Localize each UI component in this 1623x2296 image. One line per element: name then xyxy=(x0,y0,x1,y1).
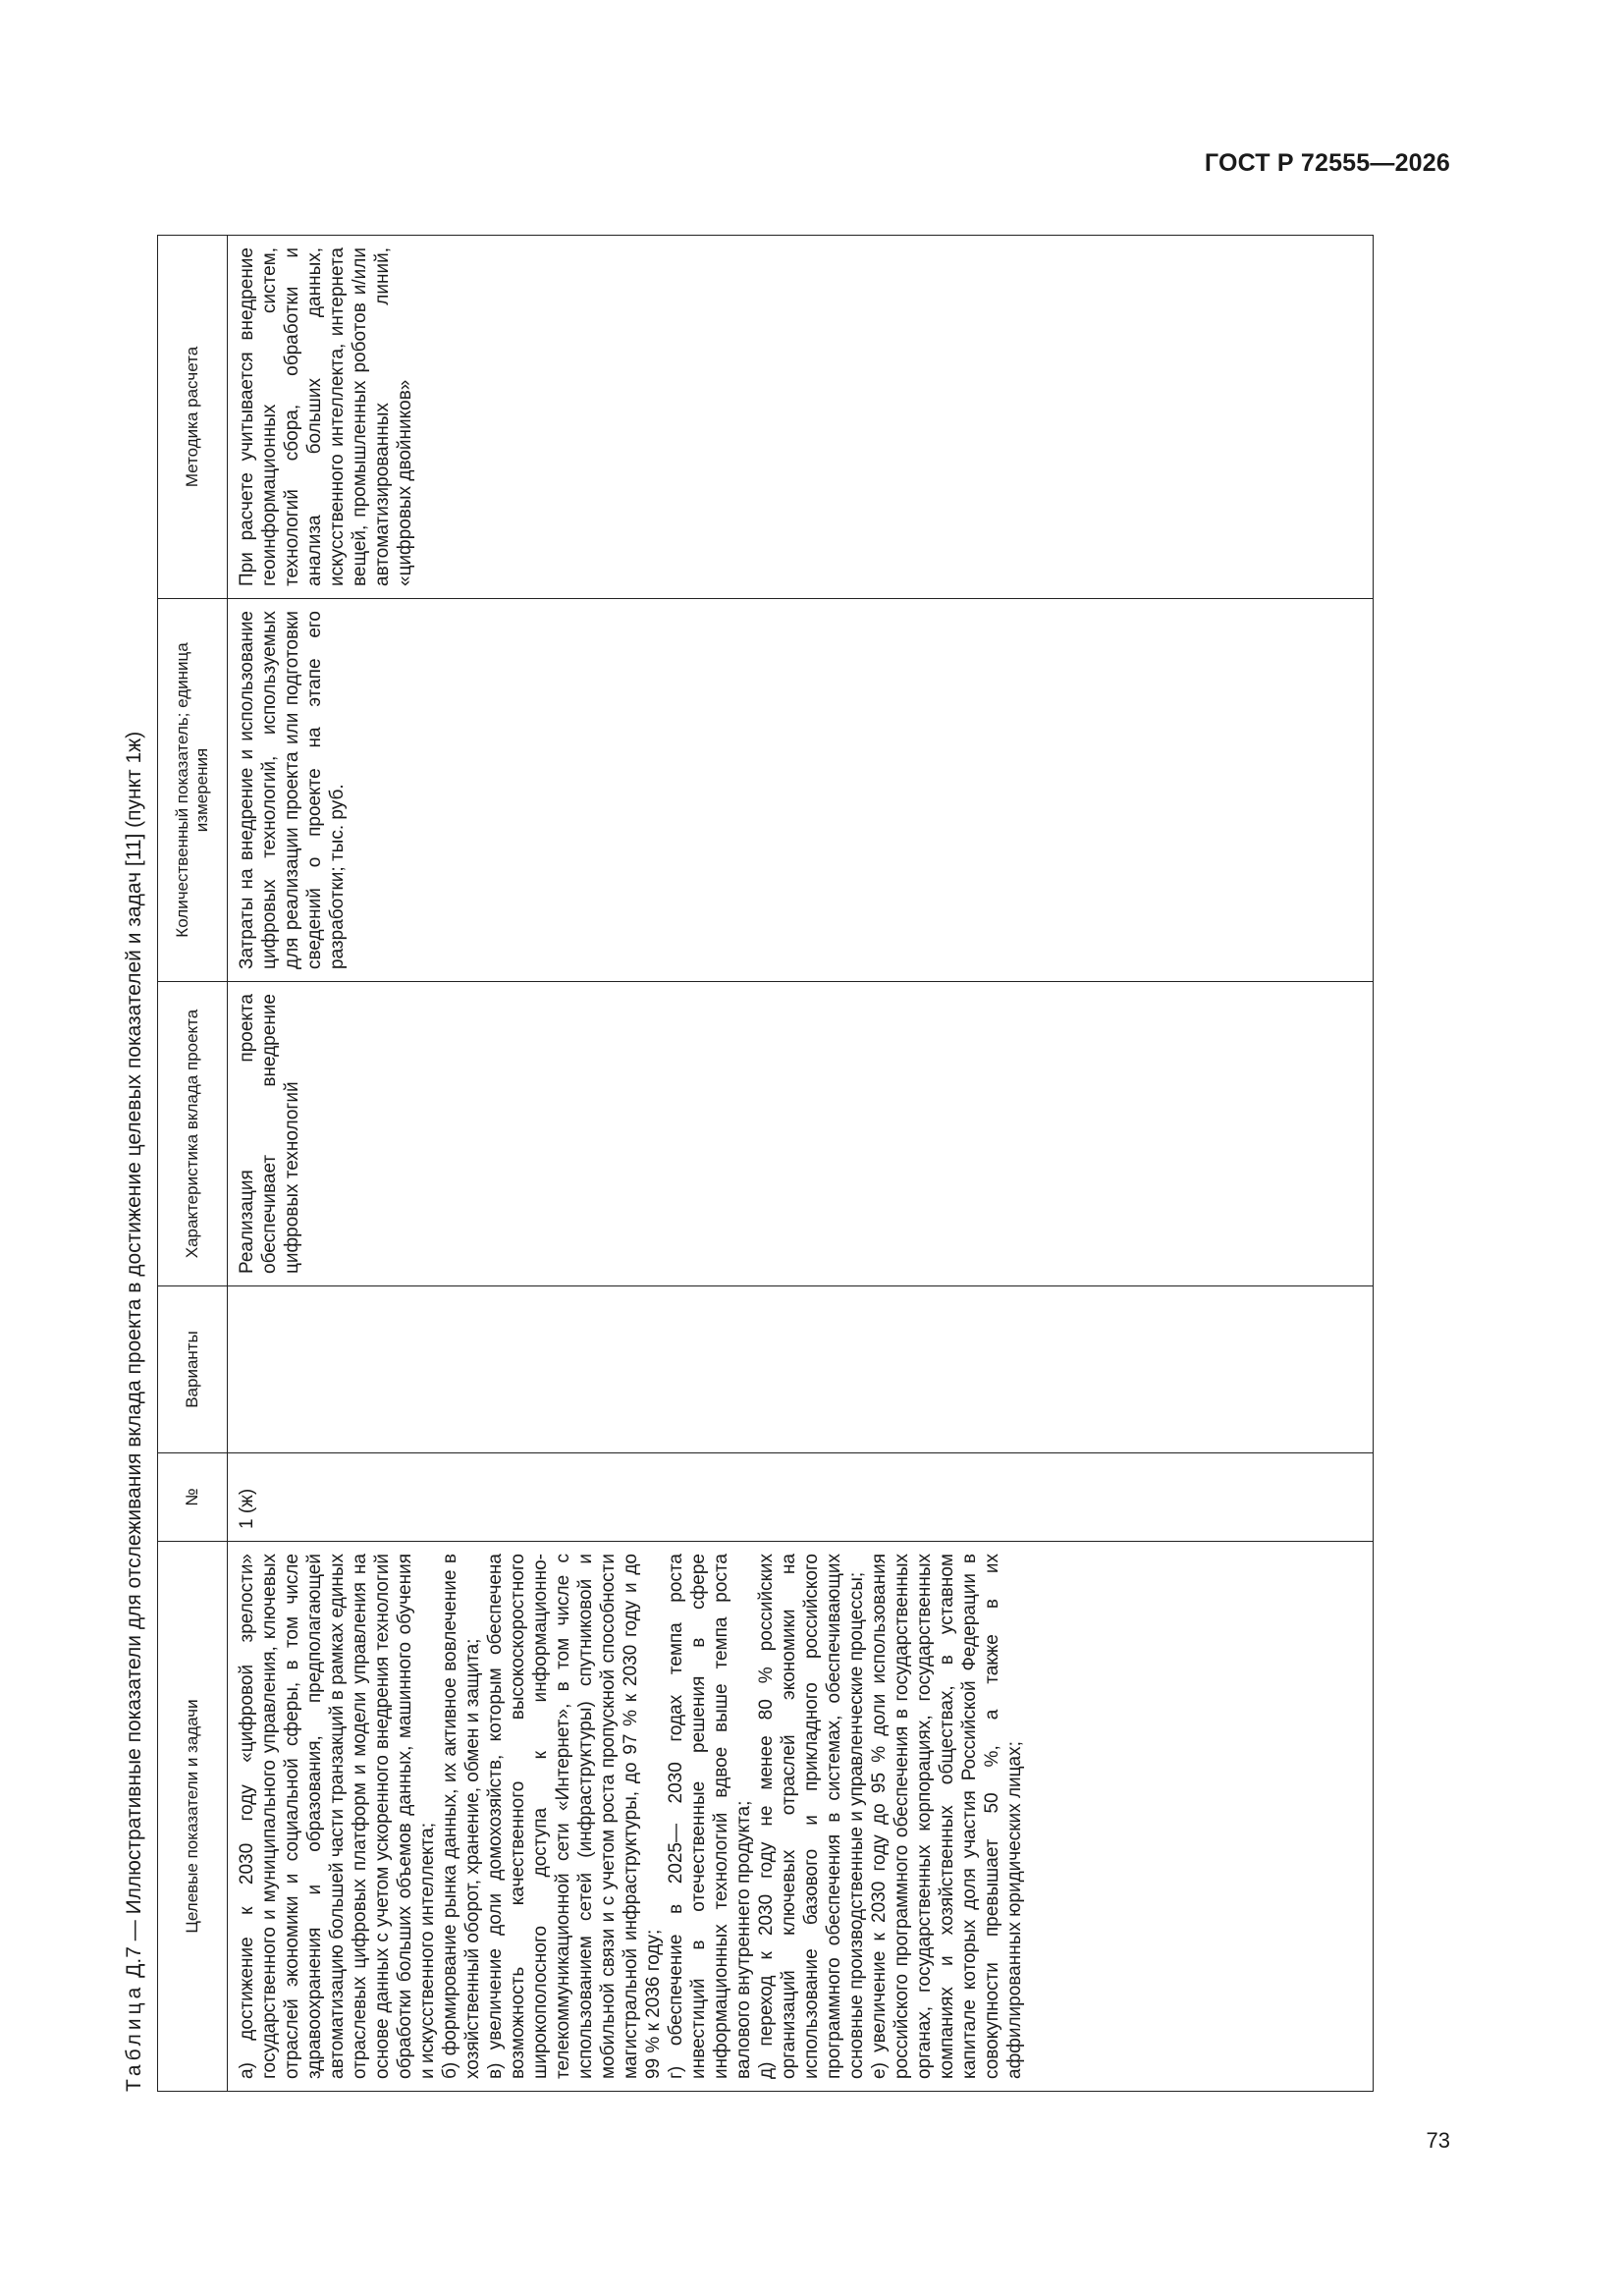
cell-contribution: Реализация проекта обеспечивает внедрение цифровых технологий xyxy=(228,982,1374,1286)
header-method: Методика расчета xyxy=(158,236,228,599)
goal-item-e: е) увеличение к 2030 году до 95 % доли использования российского программного обеспечения в государственных органах, государственных корпорациях, государственных компаниях и хозяйственных обществах, в уставном капитале которых доля участия Российской Федерации в совокупности превышает 50 %, а также в их аффилированных юридических лицах; xyxy=(869,1554,1025,2079)
indicators-table xyxy=(157,235,1374,2092)
table-caption-label: Таблица xyxy=(123,1983,145,2092)
table-caption-text: Д.7 — Иллюстративные показатели для отслеживания вклада проекта в достижение целевых показателей и задач [11] (пункт 1ж) xyxy=(123,731,145,1984)
table-row xyxy=(228,236,1374,2092)
header-indicator: Количественный показатель; единица измерения xyxy=(158,599,228,982)
cell-indicator: Затраты на внедрение и использование цифровых технологий, используемых для реализации проекта или подготовки сведений о проекте на этапе его разработки; тыс. руб. xyxy=(228,599,1374,982)
table-caption xyxy=(116,732,153,2092)
cell-goals xyxy=(228,1542,1374,2092)
table-header-row xyxy=(158,236,228,2092)
goal-item-v: в) увеличение доли домохозяйств, которым обеспечена возможность качественного высокоскоростного широкополосного доступа к информационно-телекоммуникационной сети «Интернет», в том числе с использованием сетей (инфраструктуры) спутниковой и мобильной связи и с учетом роста пропускной способности магистральной инфраструктуры, до 97 % к 2030 году и до 99 % к 2036 году; xyxy=(485,1554,664,2079)
cell-method: При расчете учитывается внедрение геоинформационных систем, технологий сбора, обработки и анализа больших данных, искусственного интеллекта, интернета вещей, промышленных роботов и/или автоматизированных линий, «цифровых двойников» xyxy=(228,236,1374,599)
goal-item-a: а) достижение к 2030 году «цифровой зрелости» государственного и муниципального управления, ключевых отраслей экономики и социальной сферы, в том числе здравоохранения и образования, предполагающей автоматизацию большей части транзакций в рамках единых отраслевых цифровых платформ и модели управления на основе данных с учетом ускоренного внедрения технологий обработки больших объемов данных, машинного обучения и искусственного интеллекта; xyxy=(237,1554,438,2079)
rotated-table-block xyxy=(116,226,1353,2092)
header-variants: Варианты xyxy=(158,1286,228,1453)
document-code: ГОСТ Р 72555—2026 xyxy=(1204,149,1450,177)
header-number: № xyxy=(158,1453,228,1542)
goal-item-g: г) обеспечение в 2025— 2030 годах темпа роста инвестиций в отечественные решения в сфере информационных технологий вдвое выше темпа роста валового внутреннего продукта; xyxy=(666,1554,754,2079)
page-number: 73 xyxy=(1426,2128,1450,2153)
cell-number: 1 (ж) xyxy=(228,1453,1374,1542)
goal-item-b: б) формирование рынка данных, их активное вовлечение в хозяйственный оборот, хранение, обмен и защита; xyxy=(440,1554,483,2079)
goal-item-d: д) переход к 2030 году не менее 80 % российских организаций ключевых отраслей экономики на использование базового и прикладного российского программного обеспечения в системах, обеспечивающих основные производственные и управленческие процессы; xyxy=(756,1554,867,2079)
header-contribution: Характеристика вклада проекта xyxy=(158,982,228,1286)
header-goals: Целевые показатели и задачи xyxy=(158,1542,228,2092)
cell-variants xyxy=(228,1286,1374,1453)
